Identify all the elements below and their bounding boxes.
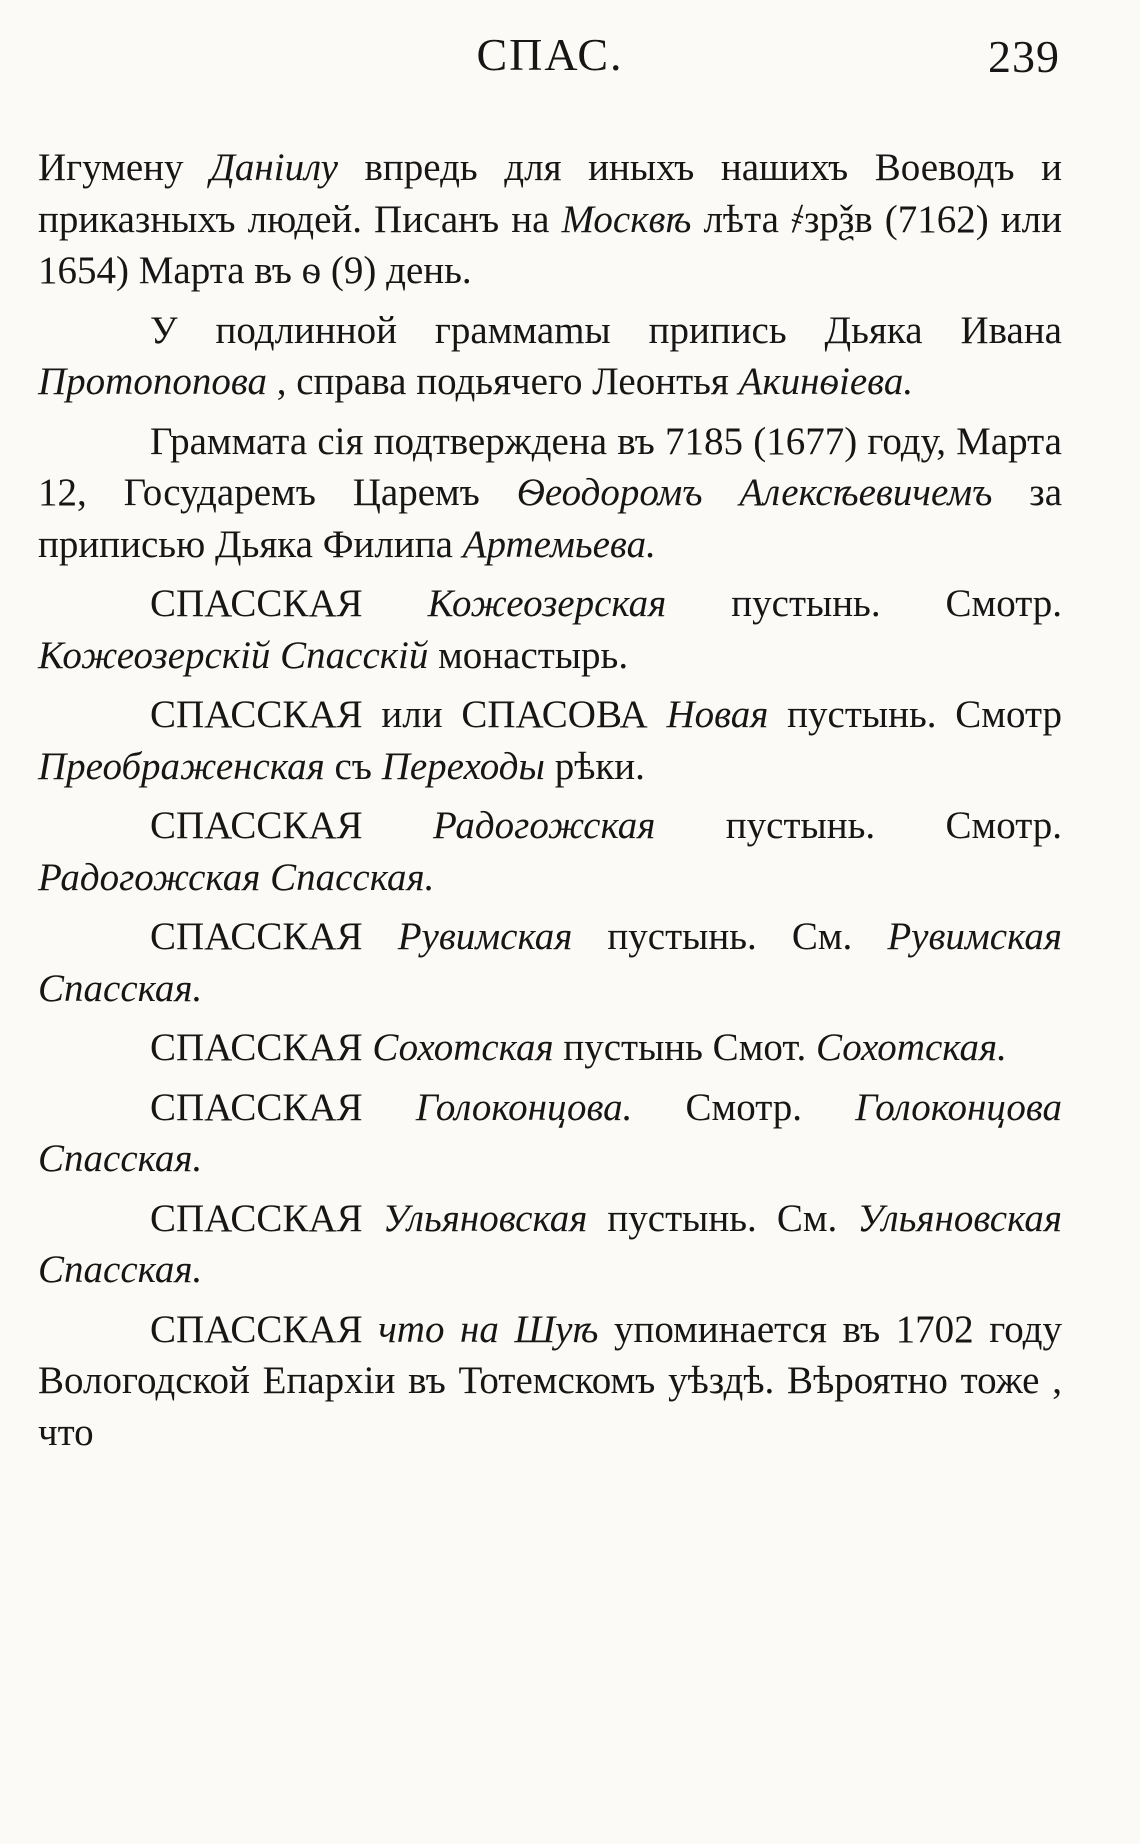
text-segment: , справа подьячего Леонтья (267, 360, 739, 403)
entry-radogozhskaya (38, 800, 1062, 903)
text-segment: СПАССКАЯ (150, 804, 434, 847)
italic-text-segment: Артемьева. (462, 522, 656, 566)
italic-text-segment: Рувимская (397, 915, 573, 958)
entry-ulyanovskaya (38, 1193, 1062, 1296)
text-segment: рѣки. (544, 744, 645, 788)
italic-text-segment: Кожеозерскiй Спасскiй (38, 633, 429, 677)
text-segment: впредь для иныхъ нашихъ Воеводъ и приказныхъ людей. Писанъ на (38, 146, 1062, 241)
italic-text-segment: Переходы (381, 744, 545, 788)
text-segment: СПАССКАЯ (150, 1026, 373, 1069)
italic-text-segment: Преображенская (38, 744, 325, 788)
text-segment: лѣта ҂зрѯв (7162) или 1654) Марта въ ѳ (9) день. (38, 197, 1062, 292)
text-segment: за приписью Дьяка Филипа (38, 471, 1063, 566)
text-segment: пустынь. Смотр. (655, 804, 1062, 847)
text-segment: У подлинной граммаmы припись Дьяка Ивана (150, 308, 1062, 352)
page-number: 239 (988, 31, 1060, 82)
text-segment: пустынь. См. (587, 1196, 858, 1240)
italic-text-segment: Радогожская (433, 804, 656, 847)
italic-text-segment: Ѳеодоромъ Алексѣевичемъ (516, 471, 993, 514)
italic-text-segment: Голоконцова. (415, 1085, 633, 1129)
text-segment: пустынь. См. (572, 915, 888, 958)
body-text (38, 142, 1062, 1458)
entry-sokhotskaya (38, 1022, 1062, 1074)
italic-text-segment: Сохотская (372, 1026, 554, 1069)
text-segment: пустынь. Смотр (768, 693, 1062, 736)
paragraph-signature-note (38, 305, 1062, 408)
italic-text-segment: Сохотская. (815, 1026, 1007, 1069)
italic-text-segment: Рувимская Спасская. (38, 915, 1062, 1010)
text-segment: пустынь. Смотр. (666, 582, 1062, 625)
text-segment: СПАССКАЯ (150, 1307, 379, 1351)
italic-text-segment: что на Шуѣ (378, 1307, 599, 1351)
italic-text-segment: Москвѣ (561, 197, 692, 241)
text-segment: СПАССКАЯ (150, 582, 428, 625)
paragraph-confirmation (38, 416, 1062, 571)
book-page (38, 18, 1062, 1818)
text-segment: СПАССКАЯ (150, 915, 398, 958)
text-segment: Игумену (38, 146, 211, 189)
italic-text-segment: Новая (666, 693, 769, 736)
italic-text-segment: Кожеозерская (427, 582, 667, 625)
text-segment: Смотр. (632, 1085, 856, 1129)
text-segment: СПАССКАЯ (150, 1196, 383, 1240)
entry-na-shue (38, 1304, 1062, 1459)
page-header (38, 18, 1062, 104)
running-head: СПАС. (476, 29, 624, 80)
text-segment: монастырь. (428, 633, 629, 677)
text-segment: СПАССКАЯ или СПАСОВА (150, 693, 667, 736)
italic-text-segment: Протопопова (38, 360, 267, 403)
entry-kozheozerskaya (38, 578, 1062, 681)
entry-ruvimskaya (38, 911, 1062, 1014)
entry-golokontsova (38, 1082, 1062, 1185)
italic-text-segment: Радогожская Спасская. (38, 855, 435, 899)
text-segment: Граммата сiя подтверждена въ 7185 (1677) году, Марта 12, Государемъ Царемъ (38, 419, 1062, 514)
entry-novaya (38, 689, 1062, 792)
italic-text-segment: Акинѳiева. (738, 360, 914, 403)
italic-text-segment: Голоконцова Спасская. (38, 1085, 1062, 1180)
text-segment: съ (324, 744, 382, 788)
italic-text-segment: Данiилу (210, 146, 338, 189)
italic-text-segment: Ульяновская Спасская. (38, 1196, 1062, 1291)
text-segment: СПАССКАЯ (150, 1085, 416, 1129)
text-segment: упоминается въ 1702 году Вологодской Епархiи въ Тотемскомъ уѣздѣ. Вѣроятно тоже , что (38, 1307, 1062, 1454)
text-segment: пустынь Смот. (553, 1026, 816, 1069)
paragraph-letter-ending (38, 142, 1062, 297)
italic-text-segment: Ульяновская (382, 1196, 588, 1240)
